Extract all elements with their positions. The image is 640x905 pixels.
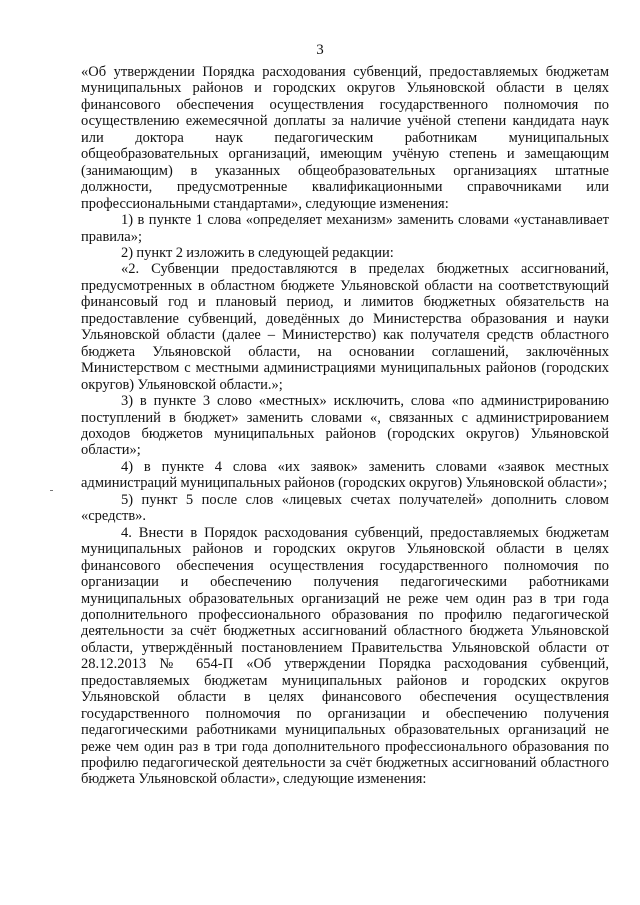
paragraph-item-2: 2) пункт 2 изложить в следующей редакции: [121, 244, 394, 261]
paragraph-intro: «Об утверждении Порядка расходования субвенций, предоставляемых бюджетам муниципальных районов и городских округов Ульяновской области в целях финансового обеспечения осуществления государственного полномочия по осуществлению ежемесячной доплаты за наличие учёной степени кандидата наук или доктора наук педагогическим работникам муниципальных общеобразовательных организаций, имеющим учёную степень и замещающим (занимающим) в указанных общеобразовательных организациях штатные должности, предусмотренные квалификационными справочниками или профессиональными стандартами», следующие изменения: [81, 64, 609, 212]
paragraph-section-4: 4. Внести в Порядок расходования субвенций, предоставляемых бюджетам муниципальных районов и городских округов Ульяновской области в целях финансового обеспечения осуществления государственного полномочия по организации и обеспечению получения педагогическими работниками муниципальных образовательных организаций не реже чем один раз в три года дополнительного профессионального образования по профилю педагогической деятельности за счёт бюджетных ассигнований областного бюджета Ульяновской области, утверждённый постановлением Правительства Ульяновской области от 28.12.2013 № 654-П «Об утверждении Порядка расходования субвенций, предоставляемых бюджетам муниципальных районов и городских округов Ульяновской области в целях финансового обеспечения осуществления государственного полномочия по организации и обеспечению получения педагогическими работниками муниципальных образовательных организаций не реже чем один раз в три года дополнительного профессионального образования по профилю педагогической деятельности за счёт бюджетных ассигнований областного бюджета Ульяновской области», следующие изменения: [81, 524, 609, 788]
paragraph-item-1: 1) в пункте 1 слова «определяет механизм» заменить словами «устанавливает правила»; [81, 212, 609, 245]
paragraph-item-5: 5) пункт 5 после слов «лицевых счетах получателей» дополнить словом «средств». [81, 491, 609, 525]
paragraph-item-2-text: «2. Субвенции предоставляются в пределах бюджетных ассигнований, предусмотренных в областном бюджете Ульяновской области на соответствующий финансовый год и плановый период, и лимитов бюджетных обязательств на предоставление субвенций, доведённых до Министерства образования и науки Ульяновской области (далее – Министерство) как получателя средств областного бюджета Ульяновской области, на основании соглашений, заключённых Министерством с местными администрациями муниципальных районов (городских округов) Ульяновской области.»; [81, 261, 609, 393]
scan-mark [50, 490, 53, 491]
page-number: 3 [316, 42, 324, 58]
document-body [81, 64, 609, 788]
paragraph-item-4: 4) в пункте 4 слова «их заявок» заменить словами «заявок местных администраций муниципальных районов (городских округов) Ульяновской области»; [81, 458, 609, 492]
paragraph-item-3: 3) в пункте 3 слово «местных» исключить, слова «по администрированию поступлений в бюджет» заменить словами «, связанных с администрированием доходов бюджетов муниципальных районов (городских округов) Ульяновской области»; [81, 393, 609, 459]
